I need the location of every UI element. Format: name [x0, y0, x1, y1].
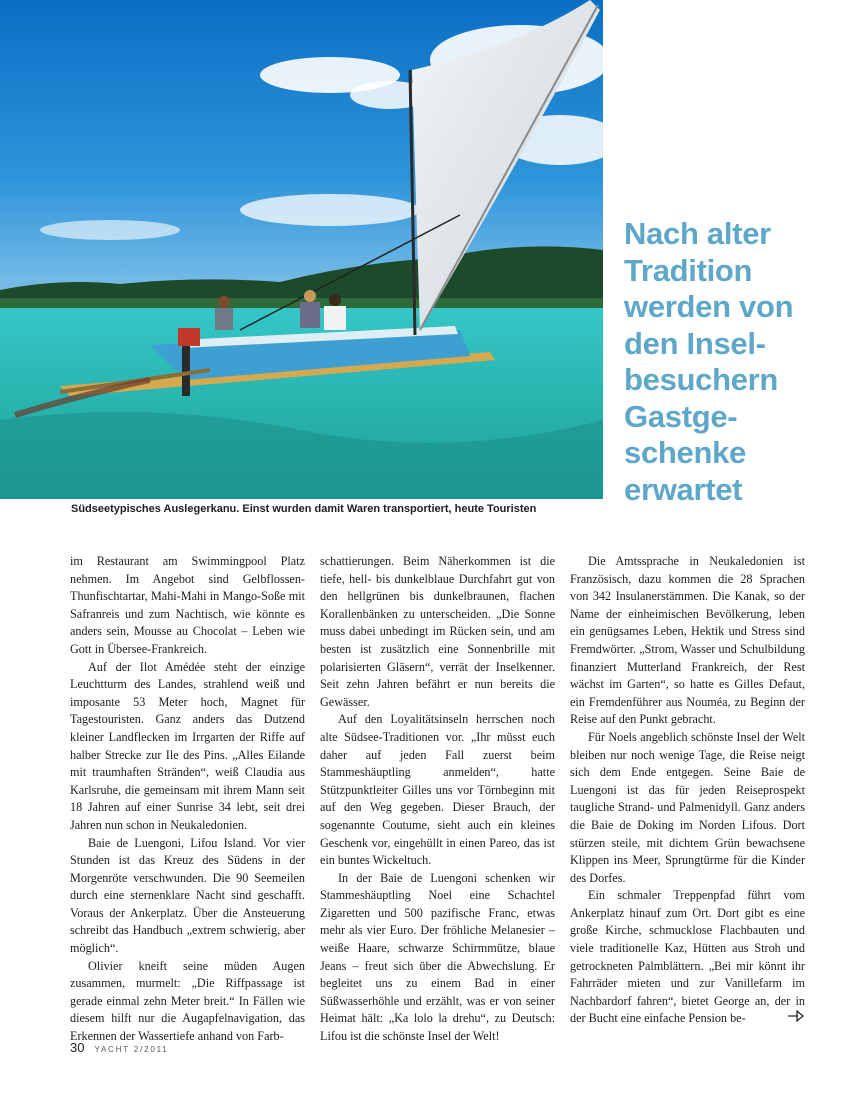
text-column-3 [570, 553, 805, 1028]
page-number: 30 [70, 1040, 85, 1055]
continue-arrow-icon [788, 1009, 804, 1021]
paragraph: Für Noels angeblich schönste Insel der Welt bleiben nur noch wenige Tage, die Reise neigt sich dem Ende entgegen. Seine Baie de Luengoni ist das für jeden Reiseprospekt taugliche Strand- und Palmenidyll. Ganz anders die Baie de Doking im Norden Lifous. Dort stürzen steile, mit dichtem Grün bewachsene Klippen ins Meer, Sprungtürme für die Kinder des Dorfes. [570, 729, 805, 885]
text-column-2 [320, 553, 555, 1046]
paragraph: im Restaurant am Swimmingpool Platz nehmen. Im Angebot sind Gelbflossen-Thunfischtartar, Mahi-Mahi in Mango-Soße mit Safranreis und zum Nachtisch, wie könnte es anders sein, Mousse au Chocolat – Leben wie Gott in Übersee-Frankreich. [70, 554, 305, 656]
magazine-issue: YACHT 2/2011 [94, 1045, 169, 1054]
paragraph: Ein schmaler Treppenpfad führt vom Ankerplatz hinauf zum Ort. Dort gibt es eine große Kirche, schmucklose Flachbauten und viele traditionelle Kaz, Hütten aus Stroh und getrockneten Palmblättern. „Bei mir könnt ihr Fahrräder mieten und zur Vanillefarm im Nachbardorf fahren“, bietet George an, der in der Bucht eine einfache Pension be- [570, 888, 805, 1026]
paragraph: In der Baie de Luengoni schenken wir Stammeshäuptling Noel eine Schachtel Zigaretten und 500 pazifische Franc, etwas mehr als vier Euro. Der fröhliche Melanesier – weiße Haare, schwarze Schirmmütze, blaue Jeans – freut sich über die Abwechslung. Er begleitet uns zu einem Bad in einer Süßwasserhöhle und erzählt, was er von seiner Heimat hält: „Ka lolo la drehu“, zu Deutsch: Lifou ist die schönste Insel der Welt! [320, 870, 555, 1044]
paragraph: schattierungen. Beim Näherkommen ist die tiefe, hell- bis dunkelblaue Durchfahrt gut von den hellgrünen bis dunkelbraunen, flachen Korallenbänken zu unterscheiden. „Die Sonne muss dabei unbedingt im Rücken sein, und am besten ist zusätzlich eine Sonnenbrille mit polarisierten Gläsern“, verrät der Inselkenner. Seit zehn Jahren befährt er nun bereits die Gewässer. [320, 554, 555, 709]
pull-quote: Nach alter Tradition werden von den Insel- besuchern Gastge- schenke erwartet [624, 216, 794, 507]
text-column-1 [70, 553, 305, 1046]
canoe-photo-illustration [0, 0, 603, 499]
paragraph: Auf den Loyalitätsinseln herrschen noch alte Südsee-Traditionen vor. „Ihr müsst euch daher auf jeden Fall zuerst beim Stammeshäuptling anmelden“, hatte Stützpunktleiter Gilles uns vor Törnbeginn mit auf den Weg gegeben. Dieser Brauch, der sogenannte Coutume, sieht auch ein kleines Geschenk vor, eingehüllt in einen Pareo, das ist ein buntes Wickeltuch. [320, 712, 555, 868]
paragraph: Baie de Luengoni, Lifou Island. Vor vier Stunden ist das Kreuz des Südens in der Morgenröte verschwunden. Die 90 Seemeilen durch eine sternenklare Nacht sind geschafft. Voraus der Ankerplatz. Über die Ansteuerung schreibt das Handbuch „extrem schwierig, aber möglich“. [70, 835, 305, 956]
paragraph: Auf der Ilot Amédée steht der einzige Leuchtturm des Landes, strahlend weiß und imposante 53 Meter hoch, Magnet für Tagestouristen. Ganz anders das Dutzend kleiner Landflecken im Irrgarten der Riffe auf halber Strecke zur Ile des Pins. „Alles Eilande mit traumhaften Stränden“, weiß Claudia aus Karlsruhe, die gemeinsam mit ihrem Mann seit 18 Jahren auf einer Sunrise 34 lebt, seit drei Jahren nun schon in Neukaledonien. [70, 659, 305, 832]
paragraph: Olivier kneift seine müden Augen zusammen, murmelt: „Die Riffpassage ist gerade einmal zehn Meter breit.“ In Fällen wie diesem hilft nur die Augapfelnavigation, das Erkennen der Wassertiefe anhand von Farb- [70, 958, 305, 1044]
page-footer [70, 1040, 169, 1055]
hero-photo [0, 0, 603, 499]
paragraph: Die Amtssprache in Neukaledonien ist Französisch, dazu kommen die 28 Sprachen von 342 Insulanerstämmen. Die Kanak, so der Name der einheimischen Bevölkerung, leben ein genügsames Leben, Hektik und Stress sind Fremdwörter. „Strom, Wasser und Schulbildung finanziert Mutterland Frankreich, der Rest wächst im Garten“, so hatte es Gilles Defaut, ein Fremdenführer aus Nouméa, zu Beginn der Reise auf den Punkt gebracht. [570, 554, 805, 727]
photo-caption: Südseetypisches Auslegerkanu. Einst wurden damit Waren transportiert, heute Touristen [71, 503, 537, 515]
